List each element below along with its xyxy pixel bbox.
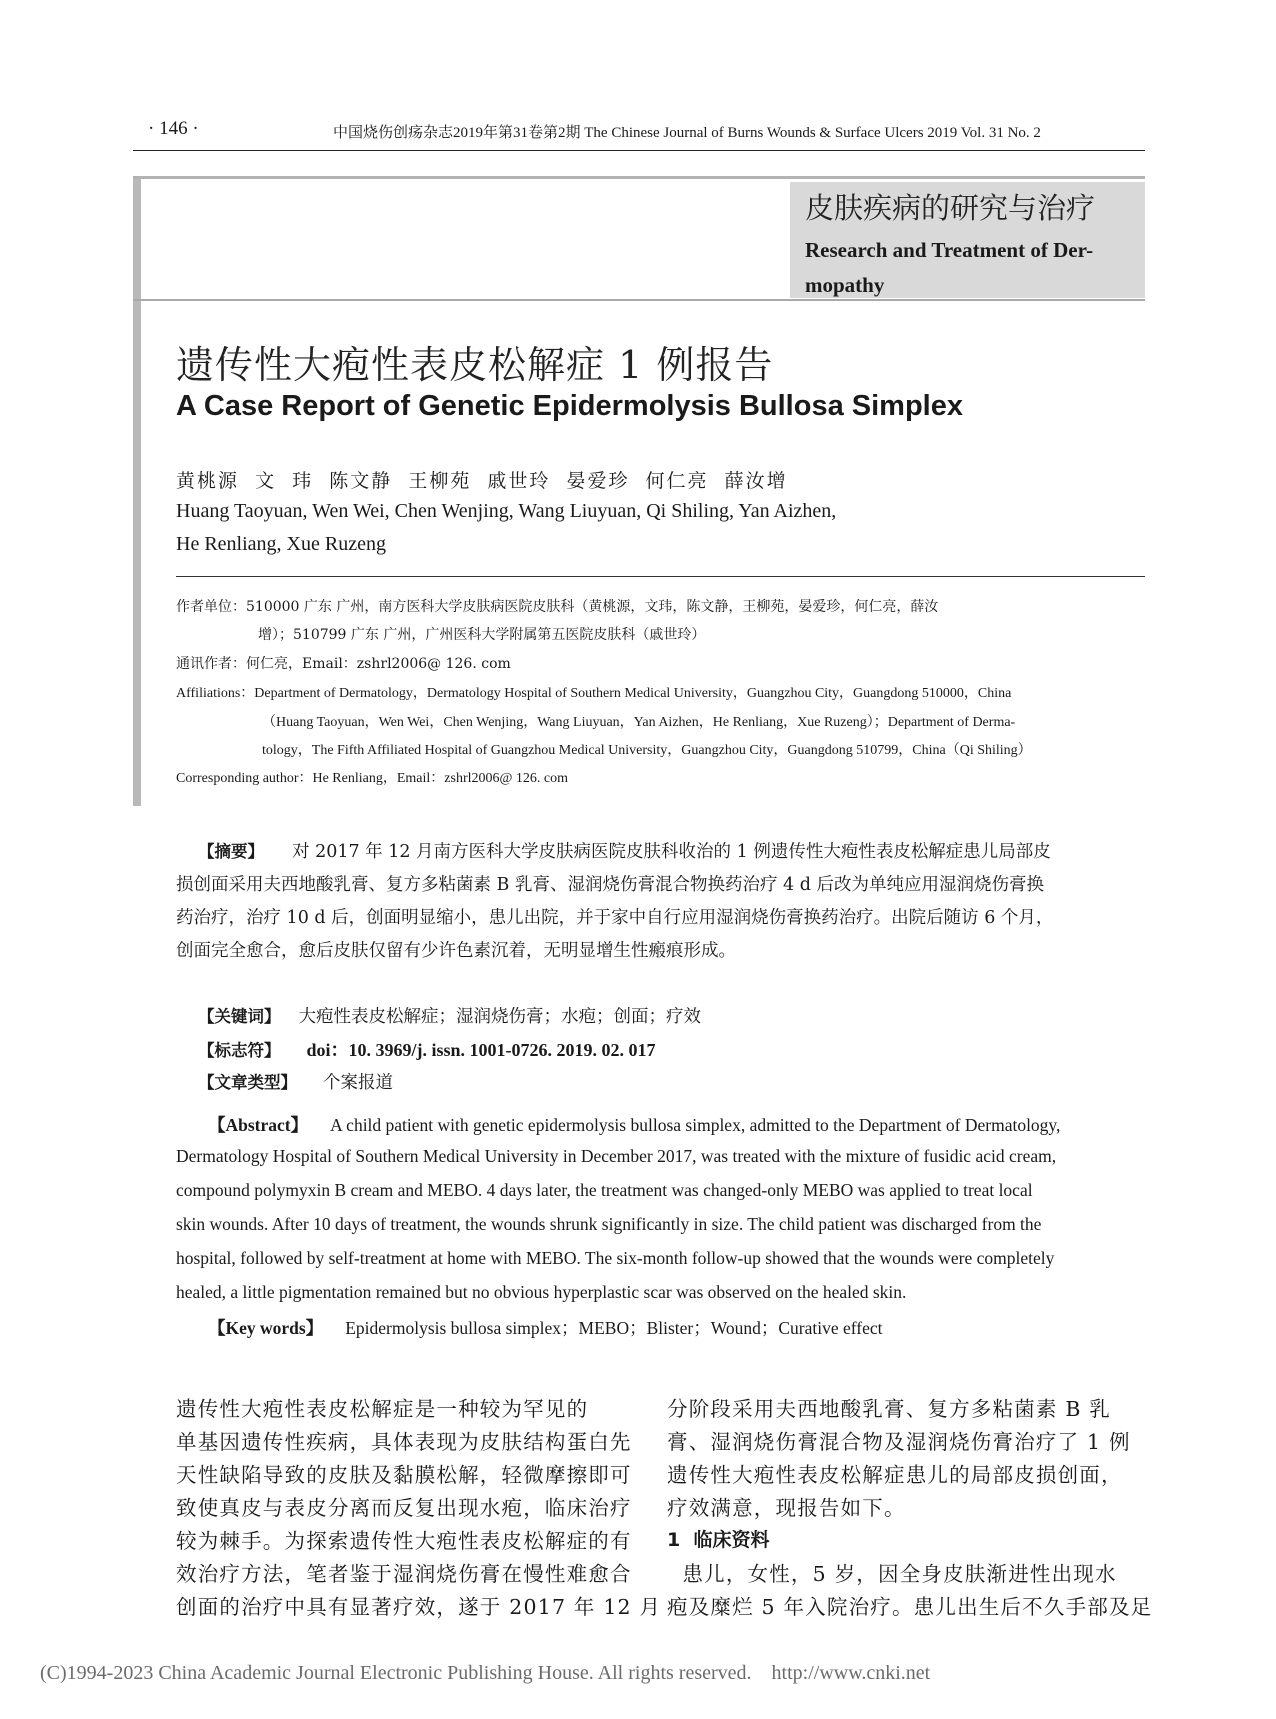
column-rule xyxy=(133,299,1145,301)
corresponding-author-en: Corresponding author：He Renliang，Email：zshrl2006@ 126. com xyxy=(176,771,568,786)
decorative-side-bar xyxy=(133,176,141,806)
column-top-bar xyxy=(133,176,1145,179)
abstract-cn-line1 xyxy=(198,841,1051,863)
abstract-en-line4: skin wounds. After 10 days of treatment, the wounds shrunk significantly in size. The child patient was discharged from the xyxy=(176,1214,1042,1234)
keywords-en-label: 【Key words】 xyxy=(208,1318,324,1338)
keywords-en xyxy=(208,1315,883,1340)
column-title-en-line2: mopathy xyxy=(805,273,885,297)
article-type xyxy=(198,1072,393,1094)
corresponding-author-cn: 通讯作者：何仁亮，Email：zshrl2006@ 126. com xyxy=(176,656,511,672)
body-right-line3: 遗传性大疱性表皮松解症患儿的局部皮损创面， xyxy=(667,1463,1123,1487)
page-number: · 146 · xyxy=(148,118,199,139)
abstract-en-text: A child patient with genetic epidermolysis bullosa simplex, admitted to the Department of Dermatology, xyxy=(330,1115,1061,1135)
authors-cn: 黄桃源 文 玮 陈文静 王柳苑 戚世玲 晏爱珍 何仁亮 薛汝增 xyxy=(176,470,788,492)
body-left-line6: 效治疗方法，笔者鉴于湿润烧伤膏在慢性难愈合 xyxy=(176,1562,632,1586)
article-title-en: A Case Report of Genetic Epidermolysis Bullosa Simplex xyxy=(176,390,963,422)
running-head: 中国烧伤创疡杂志2019年第31卷第2期 The Chinese Journal of Burns Wounds & Surface Ulcers 2019 Vol. 31 No. 2 xyxy=(333,125,1041,141)
body-left-line5: 较为棘手。为探索遗传性大疱性表皮松解症的有 xyxy=(176,1529,632,1553)
article-title-cn: 遗传性大疱性表皮松解症 1 例报告 xyxy=(176,343,774,387)
doi-value: doi：10. 3969/j. issn. 1001-0726. 2019. 02. 017 xyxy=(306,1040,656,1060)
body-left-line7: 创面的治疗中具有显著疗效，遂于 2017 年 12 月 xyxy=(176,1595,662,1619)
body-left-line4: 致使真皮与表皮分离而反复出现水疱，临床治疗 xyxy=(176,1496,632,1520)
body-left-line2: 单基因遗传性疾病，具体表现为皮肤结构蛋白先 xyxy=(176,1430,632,1454)
abstract-en-label: 【Abstract】 xyxy=(208,1115,309,1135)
affiliation-en-line1: Affiliations：Department of Dermatology，Dermatology Hospital of Southern Medical University，Guangzhou City，Guangdong 510000，China xyxy=(176,686,1012,701)
column-title-cn: 皮肤疾病的研究与治疗 xyxy=(805,191,1096,225)
authors-en-line2: He Renliang, Xue Ruzeng xyxy=(176,533,386,555)
abstract-cn-line4: 创面完全愈合，愈后皮肤仅留有少许色素沉着，无明显增生性瘢痕形成。 xyxy=(176,941,736,961)
keywords-cn-text: 大疱性表皮松解症；湿润烧伤膏；水疱；创面；疗效 xyxy=(298,1007,701,1027)
doi-line xyxy=(198,1039,656,1062)
authors-en-line1: Huang Taoyuan, Wen Wei, Chen Wenjing, Wang Liuyuan, Qi Shiling, Yan Aizhen, xyxy=(176,500,837,522)
abstract-cn-text: 对 2017 年 12 月南方医科大学皮肤病医院皮肤科收治的 1 例遗传性大疱性表皮松解症患儿局部皮 xyxy=(292,842,1051,862)
affiliation-en-line2: （Huang Taoyuan，Wen Wei，Chen Wenjing，Wang Liuyuan，Yan Aizhen，He Renliang，Xue Ruzeng）；Department of Derma- xyxy=(262,715,1016,730)
copyright-notice: (C)1994-2023 China Academic Journal Electronic Publishing House. All rights reserved. http://www.cnki.net xyxy=(40,1662,931,1684)
abstract-en-line2: Dermatology Hospital of Southern Medical University in December 2017, was treated with the mixture of fusidic acid cream, xyxy=(176,1146,1057,1166)
column-title-en-line1: Research and Treatment of Der- xyxy=(805,238,1094,262)
affiliation-en-line3: tology，The Fifth Affiliated Hospital of Guangzhou Medical University，Guangzhou City，Guangdong 510799，China（Qi Shiling） xyxy=(262,743,1032,758)
body-right-line2: 膏、湿润烧伤膏混合物及湿润烧伤膏治疗了 1 例 xyxy=(667,1430,1131,1454)
abstract-en-line6: healed, a little pigmentation remained but no obvious hyperplastic scar was observed on the healed skin. xyxy=(176,1282,907,1302)
abstract-en-line5: hospital, followed by self-treatment at home with MEBO. The six-month follow-up showed that the wounds were completely xyxy=(176,1248,1055,1268)
header-rule xyxy=(133,150,1145,151)
column-title-en xyxy=(805,233,1135,303)
section-heading: 1 临床资料 xyxy=(667,1529,770,1551)
affiliation-cn-line2: 增）；510799 广东 广州，广州医科大学附属第五医院皮肤科（戚世玲） xyxy=(258,627,706,643)
abstract-en-line3: compound polymyxin B cream and MEBO. 4 days later, the treatment was changed-only MEBO was applied to treat local xyxy=(176,1180,1033,1200)
author-rule xyxy=(176,576,1145,577)
abstract-cn-line3: 药治疗，治疗 10 d 后，创面明显缩小，患儿出院，并于家中自行应用湿润烧伤膏换药治疗。出院后随访 6 个月， xyxy=(176,908,1054,928)
article-type-label: 【文章类型】 xyxy=(198,1073,297,1092)
keywords-en-text: Epidermolysis bullosa simplex；MEBO；Blister；Wound；Curative effect xyxy=(345,1318,883,1338)
abstract-en-line1 xyxy=(208,1112,1060,1137)
keywords-cn-label: 【关键词】 xyxy=(198,1007,281,1026)
body-right-line5: 患儿，女性，5 岁，因全身皮肤渐进性出现水 xyxy=(667,1562,1117,1586)
keywords-cn xyxy=(198,1006,701,1028)
body-left-line3: 天性缺陷导致的皮肤及黏膜松解，轻微摩擦即可 xyxy=(176,1463,632,1487)
body-right-line6: 疱及糜烂 5 年入院治疗。患儿出生后不久手部及足 xyxy=(667,1595,1153,1619)
article-type-value: 个案报道 xyxy=(323,1073,393,1093)
abstract-cn-line2: 损创面采用夫西地酸乳膏、复方多粘菌素 B 乳膏、湿润烧伤膏混合物换药治疗 4 d 后改为单纯应用湿润烧伤膏换 xyxy=(176,875,1045,895)
doi-label: 【标志符】 xyxy=(198,1041,281,1060)
affiliation-cn-line1: 作者单位：510000 广东 广州，南方医科大学皮肤病医院皮肤科（黄桃源，文玮，陈文静，王柳苑，晏爱珍，何仁亮，薛汝 xyxy=(176,599,939,615)
body-right-line4: 疗效满意，现报告如下。 xyxy=(667,1496,906,1520)
body-right-line1: 分阶段采用夫西地酸乳膏、复方多粘菌素 B 乳 xyxy=(667,1397,1111,1421)
body-left-line1: 遗传性大疱性表皮松解症是一种较为罕见的 xyxy=(176,1397,589,1421)
abstract-cn-label: 【摘要】 xyxy=(198,842,264,861)
